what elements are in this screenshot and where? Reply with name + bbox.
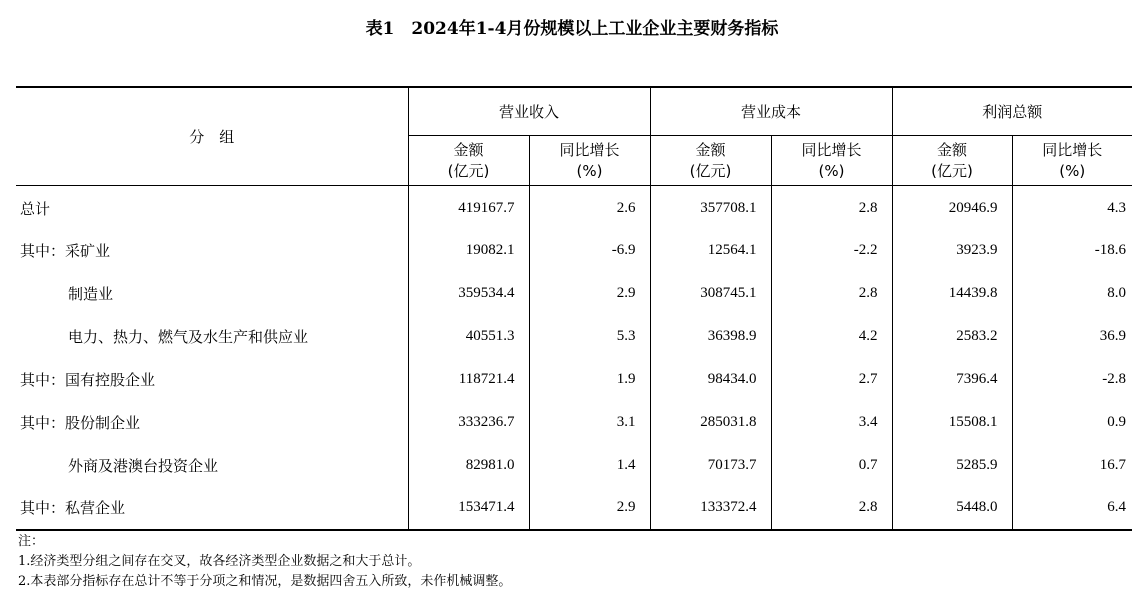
header-revenue: 营业收入: [408, 87, 650, 136]
cell-cost-g: 4.2: [771, 315, 892, 358]
cell-profit: 2583.2: [892, 315, 1012, 358]
header-profit-growth: 同比增长 (%): [1012, 136, 1132, 186]
header-revenue-growth: 同比增长 (%): [529, 136, 650, 186]
cell-profit-g: 4.3: [1012, 186, 1132, 229]
header-cost-growth: 同比增长 (%): [771, 136, 892, 186]
footnotes: [18, 532, 511, 592]
cell-rev-g: 1.9: [529, 358, 650, 401]
cell-rev: 419167.7: [408, 186, 529, 229]
cell-rev: 333236.7: [408, 401, 529, 444]
cell-profit-g: 16.7: [1012, 444, 1132, 487]
cell-cost-g: 2.8: [771, 487, 892, 530]
cell-rev: 82981.0: [408, 444, 529, 487]
header-profit-amount: 金额 (亿元): [892, 136, 1012, 186]
cell-cost-g: 2.8: [771, 186, 892, 229]
cell-cost: 133372.4: [650, 487, 771, 530]
header-group: 分 组: [16, 87, 408, 186]
table-title: 表1 2024年1-4月份规模以上工业企业主要财务指标: [365, 19, 779, 39]
cell-cost: 285031.8: [650, 401, 771, 444]
cell-rev: 19082.1: [408, 229, 529, 272]
cell-profit-g: 8.0: [1012, 272, 1132, 315]
cell-rev-g: 3.1: [529, 401, 650, 444]
cell-profit-g: -18.6: [1012, 229, 1132, 272]
cell-rev: 359534.4: [408, 272, 529, 315]
table-row: [16, 401, 1132, 444]
row-label: 制造业: [68, 284, 114, 303]
table-row: [16, 487, 1132, 530]
financial-indicators-table: [16, 86, 1132, 531]
cell-cost: 308745.1: [650, 272, 771, 315]
row-label: 总计: [20, 199, 51, 218]
row-label: 外商及港澳台投资企业: [68, 456, 219, 475]
row-label: 电力、热力、燃气及水生产和供应业: [68, 327, 309, 346]
note-2: 2.本表部分指标存在总计不等于分项之和情况，是数据四舍五入所致，未作机械调整。: [18, 574, 512, 589]
table-row: [16, 186, 1132, 229]
header-profit: 利润总额: [892, 87, 1132, 136]
cell-rev: 40551.3: [408, 315, 529, 358]
table-row: [16, 229, 1132, 272]
cell-cost: 36398.9: [650, 315, 771, 358]
cell-cost-g: 0.7: [771, 444, 892, 487]
table-row: [16, 272, 1132, 315]
cell-cost-g: 2.7: [771, 358, 892, 401]
row-label: 其中：国有控股企业: [20, 370, 156, 389]
cell-rev-g: 2.9: [529, 487, 650, 530]
cell-profit: 14439.8: [892, 272, 1012, 315]
row-label: 其中：私营企业: [16, 487, 408, 530]
cell-profit: 5285.9: [892, 444, 1012, 487]
header-revenue-amount: 金额 (亿元): [408, 136, 529, 186]
header-cost-amount: 金额 (亿元): [650, 136, 771, 186]
cell-profit: 15508.1: [892, 401, 1012, 444]
cell-cost: 98434.0: [650, 358, 771, 401]
cell-rev-g: -6.9: [529, 229, 650, 272]
cell-profit-g: 0.9: [1012, 401, 1132, 444]
cell-profit: 3923.9: [892, 229, 1012, 272]
cell-cost: 70173.7: [650, 444, 771, 487]
cell-profit-g: -2.8: [1012, 358, 1132, 401]
table-row: [16, 358, 1132, 401]
cell-cost: 357708.1: [650, 186, 771, 229]
cell-profit: 20946.9: [892, 186, 1012, 229]
note-1: 1.经济类型分组之间存在交叉，故各经济类型企业数据之和大于总计。: [18, 554, 421, 569]
cell-cost-g: 3.4: [771, 401, 892, 444]
cell-profit-g: 6.4: [1012, 487, 1132, 530]
cell-rev-g: 1.4: [529, 444, 650, 487]
table-row: [16, 444, 1132, 487]
cell-rev: 118721.4: [408, 358, 529, 401]
cell-rev: 153471.4: [408, 487, 529, 530]
table-body: [16, 186, 1132, 530]
cell-cost-g: -2.2: [771, 229, 892, 272]
notes-label: 注：: [18, 534, 45, 549]
cell-rev-g: 5.3: [529, 315, 650, 358]
table-row: [16, 315, 1132, 358]
cell-profit: 5448.0: [892, 487, 1012, 530]
cell-rev-g: 2.9: [529, 272, 650, 315]
header-cost: 营业成本: [650, 87, 892, 136]
cell-profit-g: 36.9: [1012, 315, 1132, 358]
cell-rev-g: 2.6: [529, 186, 650, 229]
cell-cost-g: 2.8: [771, 272, 892, 315]
cell-profit: 7396.4: [892, 358, 1012, 401]
row-label: 其中：采矿业: [20, 241, 111, 260]
row-label: 其中：股份制企业: [20, 413, 141, 432]
cell-cost: 12564.1: [650, 229, 771, 272]
